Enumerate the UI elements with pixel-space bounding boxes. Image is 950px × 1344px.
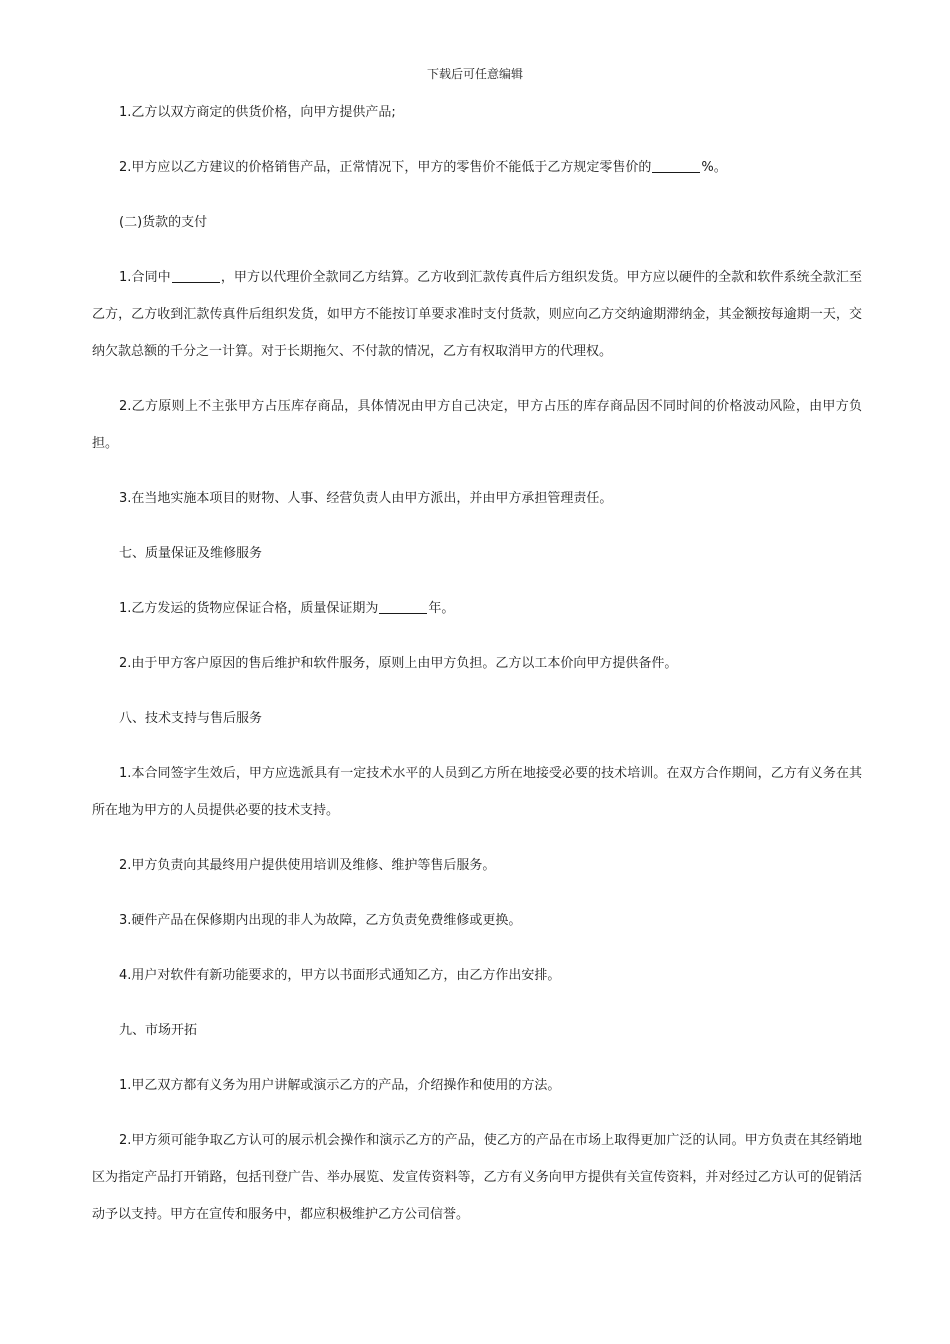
fill-in-blank (172, 269, 220, 283)
clause-management: 3.在当地实施本项目的财物、人事、经营负责人由甲方派出，并由甲方承担管理责任。 (119, 491, 613, 506)
fill-in-blank (652, 159, 700, 173)
clause-training: 1.本合同签字生效后，甲方应选派具有一定技术水平的人员到乙方所在地接受必要的技术培训。在双方合作期间，乙方有义务在其所在地为甲方的人员提供必要的技术支持。 (92, 766, 862, 818)
section-heading-payment: (二)货款的支付 (119, 215, 208, 230)
clause-text: 1.乙方发运的货物应保证合格，质量保证期为 (119, 601, 379, 616)
section-heading-market: 九、市场开拓 (119, 1023, 198, 1038)
clause-text: ，甲方以代理价全款同乙方结算。乙方收到汇款传真件后方组织发货。甲方应以硬件的全款和软件系统全款汇至乙方，乙方收到汇款传真件后组织发货，如甲方不能按订单要求准时支付货款，则应向乙方交纳逾期滞纳金，其金额按每逾期一天，交纳欠款总额的千分之一计算。对于长期拖欠、不付款的情况，乙方有权取消甲方的代理权。 (92, 270, 862, 359)
clause-settlement (92, 259, 862, 370)
clause-demonstration: 1.甲乙双方都有义务为用户讲解或演示乙方的产品，介绍操作和使用的方法。 (119, 1078, 561, 1093)
clause-text: %。 (701, 160, 727, 175)
clause-text: 年。 (428, 601, 455, 616)
section-heading-quality: 七、质量保证及维修服务 (119, 546, 263, 561)
clause-text: 2.甲方应以乙方建议的价格销售产品，正常情况下，甲方的零售价不能低于乙方规定零售价的 (119, 160, 652, 175)
clause-inventory: 2.乙方原则上不主张甲方占压库存商品，具体情况由甲方自己决定，甲方占压的库存商品因不同时间的价格波动风险，由甲方负担。 (92, 399, 862, 451)
clause-promotion: 2.甲方须可能争取乙方认可的展示机会操作和演示乙方的产品，使乙方的产品在市场上取得更加广泛的认同。甲方负责在其经销地区为指定产品打开销路，包括刊登广告、举办展览、发宣传资料等，乙方有义务向甲方提供有关宣传资料，并对经过乙方认可的促销活动予以支持。甲方在宣传和服务中，都应积极维护乙方公司信誉。 (92, 1133, 862, 1222)
clause-supply-price: 1.乙方以双方商定的供货价格，向甲方提供产品; (119, 105, 396, 120)
document-body (92, 94, 862, 1251)
clause-end-user-service: 2.甲方负责向其最终用户提供使用培训及维修、维护等售后服务。 (119, 858, 496, 873)
clause-hardware-repair: 3.硬件产品在保修期内出现的非人为故障，乙方负责免费维修或更换。 (119, 913, 522, 928)
clause-retail-price (92, 149, 862, 186)
clause-software-requests: 4.用户对软件有新功能要求的，甲方以书面形式通知乙方，由乙方作出安排。 (119, 968, 561, 983)
clause-after-sales-cost: 2.由于甲方客户原因的售后维护和软件服务，原则上由甲方负担。乙方以工本价向甲方提供备件。 (119, 656, 678, 671)
section-heading-tech-support: 八、技术支持与售后服务 (119, 711, 263, 726)
clause-text: 1.合同中 (119, 270, 171, 285)
page-header-note: 下载后可任意编辑 (426, 67, 523, 81)
fill-in-blank (379, 600, 427, 614)
clause-warranty-period (92, 590, 862, 627)
